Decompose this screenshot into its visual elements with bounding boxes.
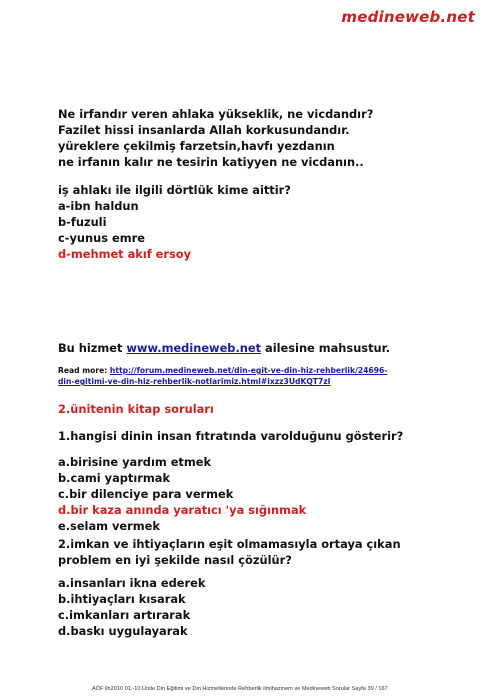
section-title-block: [58, 401, 214, 417]
option-item: a-ibn haldun: [58, 199, 139, 213]
forum-link-line1[interactable]: http://forum.medineweb.net/din-egit-ve-din-hiz-rehberlik/24696-: [109, 366, 388, 375]
question-3-options: [58, 575, 205, 639]
option-item: c-yunus emre: [58, 231, 145, 245]
question-2-options: [58, 454, 306, 534]
forum-link-line2[interactable]: din-egitimi-ve-din-hiz-rehberlik-notlarimiz.html#ixzz3UdKQT7zI: [58, 377, 331, 386]
option-item: b.ihtiyaçları kısarak: [58, 592, 186, 606]
answer-item: d-mehmet akıf ersoy: [58, 247, 192, 261]
poem-line: ne irfanın kalır ne tesirin katiyyen ne vicdanın..: [58, 155, 364, 169]
option-item: b-fuzuli: [58, 215, 107, 229]
notice-suffix: ailesine mahsustur.: [261, 341, 390, 355]
question-3-block: [58, 536, 401, 568]
poem-line: Ne irfandır veren ahlaka yükseklik, ne vicdandır?: [58, 107, 374, 121]
question-text: iş ahlakı ile ilgili dörtlük kime aittir?: [58, 183, 291, 197]
option-item: a.insanları ikna ederek: [58, 576, 206, 590]
section-title: 2.ünitenin kitap soruları: [58, 402, 214, 416]
page-footer: AÖF ilh2010 01.-10.Ünite Din Eğitimi ve Din Hizmetlerinde Rehberlik ilmihazinem ve Medineweb Sorular Sayfa 39 / 167: [92, 686, 388, 692]
option-item: a.birisine yardım etmek: [58, 455, 212, 469]
question-text: problem en iyi şekilde nasıl çözülür?: [58, 553, 292, 567]
option-item: c.bir dilenciye para vermek: [58, 487, 234, 501]
poem-block: [58, 106, 373, 170]
answer-item: d.bir kaza anında yaratıcı 'ya sığınmak: [58, 503, 307, 517]
option-item: e.selam vermek: [58, 519, 160, 533]
notice-prefix: Bu hizmet: [58, 341, 127, 355]
option-item: b.cami yaptırmak: [58, 471, 171, 485]
site-link[interactable]: www.medineweb.net: [126, 341, 262, 355]
service-notice: [58, 340, 390, 356]
site-brand: medineweb.net: [341, 8, 475, 26]
question-1-block: [58, 182, 291, 262]
question-2-block: [58, 428, 403, 444]
read-more-block: [58, 365, 387, 387]
question-text: 1.hangisi dinin insan fıtratında varolduğunu gösterir?: [58, 429, 404, 443]
poem-line: yüreklere çekilmiş farzetsin,havfı yezdanın: [58, 139, 335, 153]
question-text: 2.imkan ve ihtiyaçların eşit olmamasıyla ortaya çıkan: [58, 537, 401, 551]
option-item: d.baskı uygulayarak: [58, 624, 188, 638]
option-item: c.imkanları artırarak: [58, 608, 191, 622]
poem-line: Fazilet hissi insanlarda Allah korkusundandır.: [58, 123, 350, 137]
read-more-label: Read more:: [58, 366, 110, 375]
